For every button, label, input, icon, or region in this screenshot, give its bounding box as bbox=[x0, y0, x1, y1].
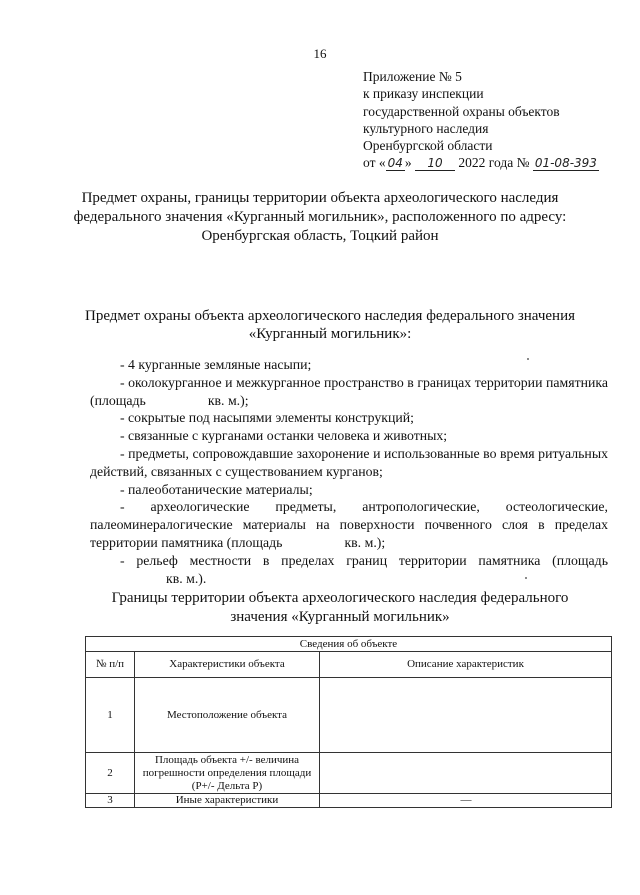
heading-line: Предмет охраны объекта археологического наследия федерального значения bbox=[84, 308, 576, 324]
cell-description bbox=[320, 753, 612, 794]
scan-speck bbox=[525, 577, 527, 579]
heading-line: Границы территории объекта археологического наследия федерального bbox=[111, 590, 569, 606]
appendix-line: к приказу инспекции bbox=[363, 86, 484, 102]
appendix-header bbox=[363, 68, 633, 172]
table-row bbox=[86, 794, 612, 808]
protection-subject-heading bbox=[60, 307, 600, 343]
list-item: - рельеф местности в пределах границ территории памятника (площадькв. м.). bbox=[120, 552, 608, 586]
cell-characteristic: Иные характеристики bbox=[135, 794, 320, 808]
cell-num: 3 bbox=[86, 794, 135, 808]
handwritten-order-number: 01-08-393 bbox=[534, 156, 597, 171]
table-caption: Сведения об объекте bbox=[86, 637, 612, 652]
list-item: - сокрытые под насыпями элементы конструкций; bbox=[120, 410, 414, 426]
cell-characteristic: Местоположение объекта bbox=[135, 678, 320, 753]
date-prefix: от « bbox=[363, 155, 386, 171]
boundaries-heading bbox=[60, 589, 620, 627]
cell-characteristic: Площадь объекта +/- величина погрешности определения площади (P+/- Дельта P) bbox=[135, 753, 320, 794]
appendix-line: государственной охраны объектов bbox=[363, 103, 560, 119]
heading-line: «Курганный могильник»: bbox=[248, 326, 412, 342]
date-year: 2022 года № bbox=[458, 155, 530, 171]
table-row bbox=[86, 753, 612, 794]
handwritten-day: 04 bbox=[387, 156, 403, 171]
list-item: - связанные с курганами останки человека и животных; bbox=[120, 428, 448, 444]
list-item: - археологические предметы, антропологические, остеологические, палеоминералогические материалы на поверхности почвенного слоя в пределах территории памятника (площадь кв. м.); bbox=[90, 499, 608, 550]
table-row bbox=[86, 678, 612, 753]
handwritten-month: 10 bbox=[415, 157, 455, 171]
heading-line: значения «Курганный могильник» bbox=[230, 609, 450, 625]
title-line: федерального значения «Курганный могильник», расположенного по адресу: bbox=[73, 209, 567, 225]
appendix-date-line bbox=[363, 154, 633, 171]
date-mid: » bbox=[404, 155, 412, 171]
header-description: Описание характеристик bbox=[320, 652, 612, 678]
object-info-table bbox=[85, 636, 612, 808]
list-item: - околокурганное и межкурганное пространство в границах территории памятника (площадь кв. м.); bbox=[90, 374, 608, 408]
appendix-line: культурного наследия bbox=[363, 120, 489, 136]
list-item: - предметы, сопровождавшие захоронение и использованные во время ритуальных действий, связанных с существованием курганов; bbox=[90, 445, 608, 479]
page-number: 16 bbox=[313, 46, 327, 61]
list-item: - 4 курганные земляные насыпи; bbox=[120, 357, 312, 372]
cell-description: — bbox=[320, 794, 612, 808]
header-num: № п/п bbox=[86, 652, 135, 678]
document-title bbox=[60, 189, 580, 246]
scan-speck bbox=[527, 358, 529, 360]
header-characteristics: Характеристики объекта bbox=[135, 652, 320, 678]
cell-num: 2 bbox=[86, 753, 135, 794]
cell-description bbox=[320, 678, 612, 753]
protection-items-list bbox=[90, 356, 608, 587]
appendix-line: Оренбургской области bbox=[363, 138, 493, 154]
title-line: Предмет охраны, границы территории объекта археологического наследия bbox=[81, 190, 559, 206]
appendix-line: Приложение № 5 bbox=[363, 69, 462, 84]
list-item: - палеоботанические материалы; bbox=[120, 481, 313, 497]
title-line: Оренбургская область, Тоцкий район bbox=[201, 228, 439, 244]
cell-num: 1 bbox=[86, 678, 135, 753]
